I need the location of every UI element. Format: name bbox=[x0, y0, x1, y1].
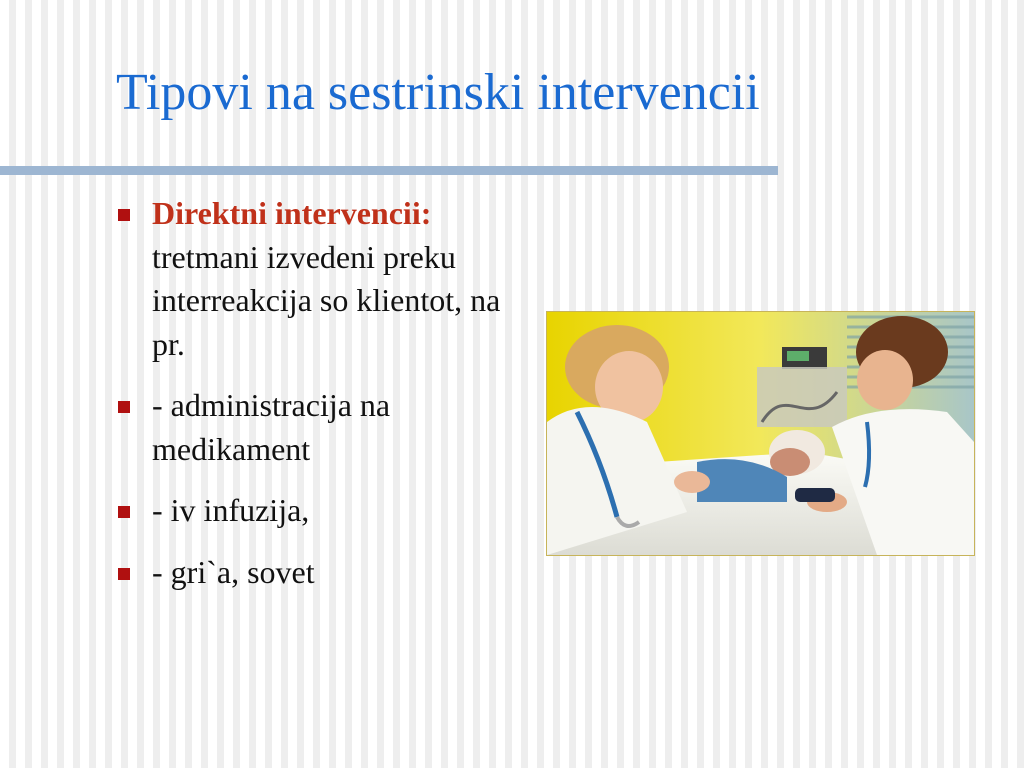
bullet-list bbox=[112, 192, 512, 612]
title-divider bbox=[0, 166, 778, 175]
slide-title: Tipovi na sestrinski intervencii bbox=[116, 64, 760, 121]
bullet-item-direct-interventions bbox=[112, 192, 512, 366]
nurses-photo bbox=[546, 311, 975, 556]
bullet-text: - iv infuzija, bbox=[152, 492, 310, 529]
bullet-item-iv-infusion bbox=[112, 489, 512, 533]
square-bullet-icon bbox=[118, 209, 130, 221]
square-bullet-icon bbox=[118, 506, 130, 518]
square-bullet-icon bbox=[118, 568, 130, 580]
bullet-text: - administracija na medikament bbox=[152, 387, 391, 467]
square-bullet-icon bbox=[118, 401, 130, 413]
bullet-text: - gri`a, sovet bbox=[152, 553, 315, 590]
bullet-text: tretmani izvedeni preku interreakcija so klientot, na pr. bbox=[152, 238, 501, 362]
bullet-item-medication bbox=[112, 384, 512, 471]
bullet-emphasis: Direktni intervencii: bbox=[152, 195, 432, 231]
bullet-item-care-advice bbox=[112, 551, 512, 595]
